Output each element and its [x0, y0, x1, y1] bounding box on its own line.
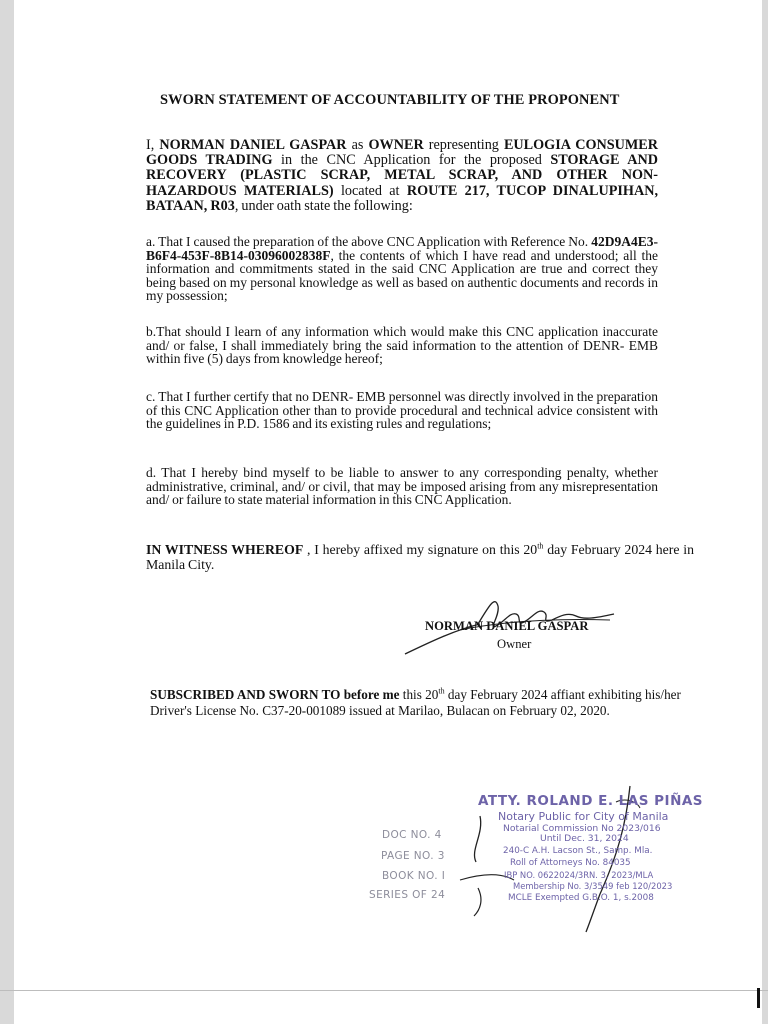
paragraph-c: c. That I further certify that no DENR- EMB personnel was directly involved in the preparation of this CNC Application other than to provide procedural and technical advice consistent with the guidelines in P.D. 1586 and its existing rules and regulations;: [146, 389, 658, 432]
document-title: SWORN STATEMENT OF ACCOUNTABILITY OF THE PROPONENT: [160, 92, 620, 108]
page-edge-line: [0, 990, 768, 991]
jurat-clause: SUBSCRIBED AND SWORN TO before me this 20th day February 2024 affiant exhibiting his/her Driver's License No. C37-20-001089 issued at Marilao, Bulacan on February 02, 2020.: [150, 686, 681, 718]
notary-name: ATTY. ROLAND E. LAS PIÑAS: [478, 793, 704, 809]
affiant-name: NORMAN DANIEL GASPAR: [159, 137, 347, 153]
notary-mcle: MCLE Exempted G.B.O. 1, s.2008: [508, 893, 654, 903]
notary-membership: Membership No. 3/3549 feb 120/2023: [513, 881, 673, 891]
notary-ibp: IBP NO. 0622024/3RN. 3, 2023/MLA: [504, 870, 654, 880]
notary-roll: Roll of Attorneys No. 84035: [510, 858, 631, 868]
intro-paragraph: I, NORMAN DANIEL GASPAR as OWNER representing EULOGIA CONSUMER GOODS TRADING in the CNC Application for the proposed STORAGE AND RECOVERY (PLASTIC SCRAP, METAL SCRAP, AND OTHER NON- HAZARDOUS MATERIALS) located at ROUTE 217, TUCOP DINALUPIHAN, BATAAN, R03, under oath state the following:: [146, 137, 659, 214]
reference-number: 42D9A4E3-B6F4-453F-8B14-03096002838F: [146, 234, 658, 263]
notary-title: Notary Public for City of Manila: [498, 810, 669, 823]
notary-commission: Notarial Commission No 2023/016: [503, 823, 661, 834]
scan-corner-mark: [757, 988, 760, 1008]
project-title: STORAGE AND RECOVERY (PLASTIC SCRAP, METAL SCRAP, AND OTHER NON- HAZARDOUS MATERIALS): [146, 152, 658, 199]
signatory-role: Owner: [497, 637, 532, 651]
witness-clause: IN WITNESS WHEREOF , I hereby affixed my signature on this 20th day February 2024 here in Manila City.: [146, 541, 694, 572]
signatory-name: NORMAN DANIEL GASPAR: [425, 619, 589, 633]
notary-expiry: Until Dec. 31, 2024: [540, 833, 629, 844]
register-page-no: PAGE NO. 3: [381, 850, 445, 862]
notary-address: 240-C A.H. Lacson St., Samp. Mla.: [503, 846, 653, 856]
paragraph-d: d. That I hereby bind myself to be liable to answer to any corresponding penalty, whether administrative, criminal, and/ or civil, that may be imposed arising from any misrepresentation and/ or failure to state material information in this CNC Application.: [146, 465, 658, 508]
register-book-no: BOOK NO. I: [382, 870, 446, 882]
register-series: SERIES OF 24: [369, 889, 446, 901]
affiant-role: OWNER: [368, 137, 424, 153]
paragraph-b: b.That should I learn of any information which would make this CNC application inaccurate and/ or false, I shall immediately bring the said information to the attention of DENR- EMB within five (5) days from knowledge hereof;: [146, 324, 658, 367]
company-name: EULOGIA CONSUMER GOODS TRADING: [146, 137, 659, 169]
project-location: ROUTE 217, TUCOP DINALUPIHAN, BATAAN, R03: [146, 182, 658, 214]
paragraph-a: a. That I caused the preparation of the above CNC Application with Reference No. 42D9A4E3-B6F4-453F-8B14-03096002838F, the contents of which I have read and understood; all the information and commitments stated in the said CNC Application are true and correct they being based on my personal knowledge as well as based on authentic documents and records in my possession;: [146, 234, 658, 304]
register-doc-no: DOC NO. 4: [382, 829, 442, 841]
